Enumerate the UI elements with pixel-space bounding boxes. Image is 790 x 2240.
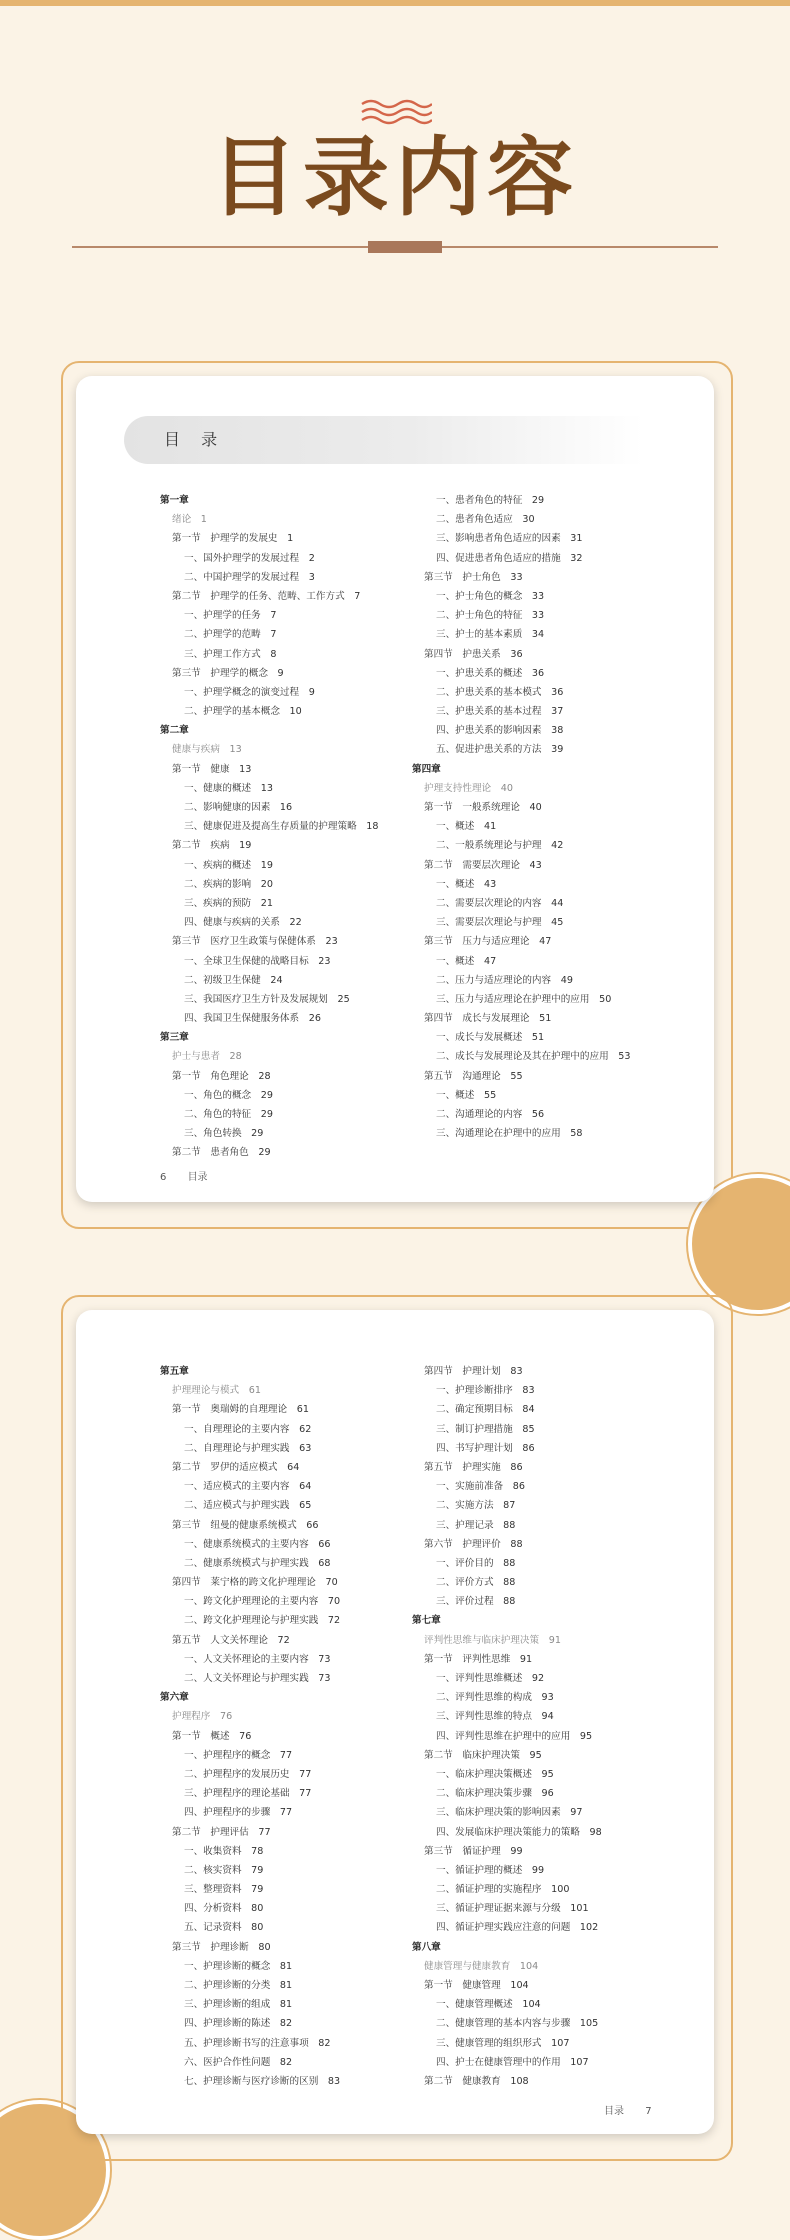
toc-entry-section: 第一节 健康管理 104: [424, 1980, 529, 1991]
toc-header-bar: [124, 416, 644, 464]
toc-entry-item: 一、概述 55: [436, 1089, 497, 1101]
toc-entry-item: 一、概述 41: [436, 821, 497, 833]
toc-entry-chapter: 第三章: [160, 1032, 189, 1044]
toc-entry-chapter-title: 护理理论与模式 61: [172, 1385, 261, 1397]
toc-entry-item: 二、需要层次理论的内容 44: [436, 897, 564, 909]
toc-entry-item: 一、适应模式的主要内容 64: [184, 1481, 312, 1493]
toc-entry-item: 三、角色转换 29: [184, 1128, 264, 1140]
toc-entry-item: 四、促进患者角色适应的措施 32: [436, 552, 583, 564]
toc-entry-item: 一、循证护理的概述 99: [436, 1864, 545, 1876]
toc-entry-section: 第四节 成长与发展理论 51: [424, 1013, 552, 1025]
toc-entry-item: 三、需要层次理论与护理 45: [436, 917, 564, 929]
toc-entry-chapter-title: 护士与患者 28: [172, 1051, 242, 1063]
toc-entry-item: 二、确定预期目标 84: [436, 1404, 535, 1416]
toc-entry-item: 三、我国医疗卫生方针及发展规划 25: [184, 993, 350, 1005]
toc-entry-item: 一、护士角色的概念 33: [436, 590, 545, 602]
toc-entry-item: 三、护理诊断的组成 81: [184, 1999, 293, 2011]
title-accent-bar: [368, 241, 442, 253]
toc-entry-item: 一、概述 47: [436, 955, 497, 967]
toc-entry-chapter: 第四章: [412, 763, 441, 775]
toc-entry-item: 二、护患关系的基本模式 36: [436, 686, 564, 698]
toc-entry-item: 一、全球卫生保健的战略目标 23: [184, 955, 331, 967]
wave-decoration-icon: [360, 98, 432, 126]
toc-entry-item: 二、疾病的影响 20: [184, 878, 273, 890]
toc-entry-item: 四、书写护理计划 86: [436, 1442, 535, 1454]
toc-entry-chapter-title: 评判性思维与临床护理决策 91: [424, 1634, 561, 1646]
toc-entry-item: 三、影响患者角色适应的因素 31: [436, 533, 583, 545]
toc-entry-item: 二、中国护理学的发展过程 3: [184, 571, 315, 583]
toc-entry-item: 四、循证护理实践应注意的问题 102: [436, 1922, 599, 1934]
toc-entry-item: 三、护士的基本素质 34: [436, 629, 545, 641]
toc-entry-item: 一、健康的概述 13: [184, 782, 273, 794]
page-footer-label: 目录: [604, 2106, 624, 2117]
toc-entry-chapter-title: 护理支持性理论 40: [424, 782, 513, 794]
toc-entry-section: 第三节 医疗卫生政策与保健体系 23: [172, 936, 338, 948]
toc-entry-item: 三、护理记录 88: [436, 1519, 516, 1531]
toc-entry-section: 第一节 健康 13: [172, 763, 252, 775]
toc-entry-chapter-title: 护理程序 76: [172, 1711, 233, 1723]
toc-entry-section: 第三节 压力与适应理论 47: [424, 936, 552, 948]
toc-entry-item: 四、我国卫生保健服务体系 26: [184, 1013, 321, 1025]
toc-entry-item: 一、护理学的任务 7: [184, 610, 277, 622]
toc-entry-section: 第一节 评判性思维 91: [424, 1653, 533, 1665]
toc-entry-section: 第二节 健康教育 108: [424, 2075, 529, 2087]
toc-entry-item: 四、护理程序的步骤 77: [184, 1807, 293, 1819]
toc-page-card: [76, 1310, 714, 2134]
page-footer-label: 目录: [187, 1172, 208, 1183]
toc-entry-item: 一、健康系统模式的主要内容 66: [184, 1538, 331, 1550]
toc-entry-item: 三、压力与适应理论在护理中的应用 50: [436, 993, 612, 1005]
toc-entry-item: 一、评价目的 88: [436, 1557, 516, 1569]
toc-entry-section: 第四节 莱宁格的跨文化护理理论 70: [172, 1577, 338, 1589]
toc-entry-item: 三、评价过程 88: [436, 1596, 516, 1608]
toc-entry-section: 第五节 沟通理论 55: [424, 1070, 523, 1082]
toc-entry-item: 一、跨文化护理理论的主要内容 70: [184, 1596, 341, 1608]
toc-entry-chapter-title: 健康管理与健康教育 104: [424, 1960, 539, 1972]
toc-entry-item: 二、适应模式与护理实践 65: [184, 1500, 312, 1512]
toc-entry-item: 一、护理程序的概念 77: [184, 1749, 293, 1761]
toc-entry-item: 二、患者角色适应 30: [436, 514, 535, 526]
toc-entry-item: 四、护患关系的影响因素 38: [436, 725, 564, 737]
toc-entry-item: 四、健康与疾病的关系 22: [184, 917, 302, 929]
page-footer: [604, 2102, 652, 2117]
toc-entry-section: 第二节 护理学的任务、范畴、工作方式 7: [172, 590, 361, 602]
toc-entry-section: 第三节 护士角色 33: [424, 571, 523, 583]
toc-entry-item: 二、跨文化护理理论与护理实践 72: [184, 1615, 341, 1627]
toc-entry-section: 第一节 角色理论 28: [172, 1070, 271, 1082]
toc-entry-item: 二、一般系统理论与护理 42: [436, 840, 564, 852]
toc-entry-item: 二、沟通理论的内容 56: [436, 1109, 545, 1120]
toc-entry-section: 第三节 循证护理 99: [424, 1845, 523, 1857]
toc-entry-item: 五、记录资料 80: [184, 1922, 264, 1934]
toc-entry-item: 一、护理学概念的演变过程 9: [184, 686, 315, 698]
toc-entry-item: 四、发展临床护理决策能力的策略 98: [436, 1826, 602, 1838]
toc-entry-section: 第三节 纽曼的健康系统模式 66: [172, 1519, 319, 1531]
toc-entry-item: 一、收集资料 78: [184, 1845, 264, 1857]
toc-left-column: [160, 491, 379, 1163]
toc-entry-item: 七、护理诊断与医疗诊断的区别 83: [184, 2075, 341, 2087]
toc-entry-item: 二、护士角色的特征 33: [436, 610, 545, 622]
toc-entry-chapter: 第八章: [412, 1941, 441, 1953]
toc-entry-item: 一、人文关怀理论的主要内容 73: [184, 1653, 331, 1665]
toc-entry-item: 一、自理理论的主要内容 62: [184, 1423, 312, 1435]
toc-entry-chapter: 第七章: [412, 1615, 441, 1627]
toc-entry-item: 二、健康系统模式与护理实践 68: [184, 1557, 331, 1569]
toc-entry-section: 第四节 护患关系 36: [424, 648, 523, 660]
toc-right-column: [412, 491, 631, 1143]
toc-entry-item: 二、评价方式 88: [436, 1577, 516, 1589]
toc-entry-item: 二、核实资料 79: [184, 1864, 264, 1876]
toc-entry-section: 第一节 奥瑞姆的自理理论 61: [172, 1404, 309, 1416]
toc-entry-item: 一、成长与发展概述 51: [436, 1032, 545, 1044]
toc-entry-item: 四、评判性思维在护理中的应用 95: [436, 1730, 593, 1742]
page-footer: [160, 1168, 208, 1183]
toc-entry-item: 一、临床护理决策概述 95: [436, 1768, 554, 1780]
toc-entry-section: 第二节 护理评估 77: [172, 1826, 271, 1838]
toc-entry-item: 二、影响健康的因素 16: [184, 802, 293, 813]
toc-entry-section: 第六节 护理评价 88: [424, 1538, 523, 1550]
toc-entry-section: 第三节 护理诊断 80: [172, 1941, 271, 1953]
toc-entry-section: 第三节 护理学的概念 9: [172, 667, 284, 679]
toc-entry-item: 一、概述 43: [436, 878, 497, 890]
toc-entry-chapter: 第六章: [160, 1692, 189, 1704]
toc-entry-item: 二、实施方法 87: [436, 1500, 516, 1512]
toc-entry-item: 四、护士在健康管理中的作用 107: [436, 2056, 589, 2068]
toc-entry-item: 三、临床护理决策的影响因素 97: [436, 1807, 583, 1819]
toc-entry-chapter-title: 健康与疾病 13: [172, 744, 242, 756]
toc-entry-item: 二、角色的特征 29: [184, 1109, 273, 1120]
toc-entry-section: 第五节 人文关怀理论 72: [172, 1634, 290, 1646]
toc-entry-item: 二、循证护理的实施程序 100: [436, 1884, 570, 1896]
page-title: 目录内容: [211, 127, 579, 228]
toc-entry-section: 第一节 概述 76: [172, 1730, 252, 1742]
toc-entry-section: 第二节 需要层次理论 43: [424, 859, 542, 871]
toc-entry-item: 二、临床护理决策步骤 96: [436, 1788, 554, 1800]
toc-entry-item: 三、评判性思维的特点 94: [436, 1711, 554, 1723]
toc-entry-item: 二、护理学的范畴 7: [184, 629, 277, 641]
toc-entry-item: 二、初级卫生保健 24: [184, 974, 283, 986]
toc-entry-chapter-title: 绪论 1: [172, 514, 207, 526]
toc-entry-item: 一、疾病的概述 19: [184, 859, 273, 871]
toc-entry-item: 三、整理资料 79: [184, 1884, 264, 1896]
page-number: 7: [645, 2106, 652, 2117]
toc-entry-item: 四、分析资料 80: [184, 1903, 264, 1915]
toc-entry-section: 第四节 护理计划 83: [424, 1366, 523, 1377]
toc-entry-section: 第一节 护理学的发展史 1: [172, 533, 294, 545]
toc-entry-item: 二、护理诊断的分类 81: [184, 1980, 293, 1991]
toc-entry-item: 三、制订护理措施 85: [436, 1423, 535, 1435]
toc-entry-item: 一、护理诊断排序 83: [436, 1385, 535, 1397]
toc-entry-item: 一、护理诊断的概念 81: [184, 1960, 293, 1972]
toc-entry-item: 六、医护合作性问题 82: [184, 2056, 293, 2068]
toc-entry-item: 三、护理程序的理论基础 77: [184, 1788, 312, 1800]
top-accent-strip: [0, 0, 790, 6]
toc-entry-section: 第二节 疾病 19: [172, 840, 252, 852]
toc-entry-item: 一、国外护理学的发展过程 2: [184, 552, 315, 564]
toc-entry-item: 二、压力与适应理论的内容 49: [436, 974, 573, 986]
toc-entry-item: 三、护患关系的基本过程 37: [436, 706, 564, 718]
toc-entry-item: 三、疾病的预防 21: [184, 897, 273, 909]
toc-entry-item: 三、护理工作方式 8: [184, 648, 277, 660]
toc-entry-chapter: 第五章: [160, 1366, 189, 1377]
toc-entry-chapter: 第一章: [160, 495, 189, 506]
toc-entry-item: 三、沟通理论在护理中的应用 58: [436, 1128, 583, 1140]
toc-entry-item: 一、健康管理概述 104: [436, 1999, 541, 2011]
toc-entry-section: 第一节 一般系统理论 40: [424, 802, 542, 813]
toc-entry-item: 一、患者角色的特征 29: [436, 495, 545, 506]
toc-entry-item: 二、成长与发展理论及其在护理中的应用 53: [436, 1051, 631, 1063]
toc-entry-item: 二、护理程序的发展历史 77: [184, 1768, 312, 1780]
toc-entry-item: 三、健康促进及提高生存质量的护理策略 18: [184, 821, 379, 833]
toc-entry-item: 一、角色的概念 29: [184, 1089, 273, 1101]
toc-entry-item: 一、护患关系的概述 36: [436, 667, 545, 679]
toc-entry-item: 三、循证护理证据来源与分级 101: [436, 1903, 589, 1915]
toc-entry-item: 三、健康管理的组织形式 107: [436, 2037, 570, 2049]
toc-entry-item: 五、促进护患关系的方法 39: [436, 744, 564, 756]
toc-entry-item: 一、评判性思维概述 92: [436, 1673, 545, 1684]
toc-entry-item: 二、评判性思维的构成 93: [436, 1692, 554, 1704]
toc-entry-item: 二、自理理论与护理实践 63: [184, 1442, 312, 1454]
toc-entry-section: 第五节 护理实施 86: [424, 1461, 523, 1473]
page-number: 6: [160, 1172, 167, 1183]
toc-entry-section: 第二节 患者角色 29: [172, 1147, 271, 1159]
toc-entry-item: 二、护理学的基本概念 10: [184, 706, 302, 718]
toc-left-column: [160, 1362, 340, 2091]
toc-entry-item: 四、护理诊断的陈述 82: [184, 2018, 293, 2030]
toc-entry-item: 二、健康管理的基本内容与步骤 105: [436, 2018, 599, 2030]
toc-page-card: [76, 376, 714, 1202]
toc-entry-item: 一、实施前准备 86: [436, 1481, 525, 1493]
toc-entry-section: 第二节 临床护理决策 95: [424, 1749, 542, 1761]
toc-entry-item: 二、人文关怀理论与护理实践 73: [184, 1673, 331, 1684]
toc-entry-section: 第二节 罗伊的适应模式 64: [172, 1461, 300, 1473]
toc-right-column: [412, 1362, 602, 2091]
toc-header-label: 目 录: [164, 430, 226, 449]
toc-entry-chapter: 第二章: [160, 725, 189, 737]
toc-entry-item: 五、护理诊断书写的注意事项 82: [184, 2037, 331, 2049]
